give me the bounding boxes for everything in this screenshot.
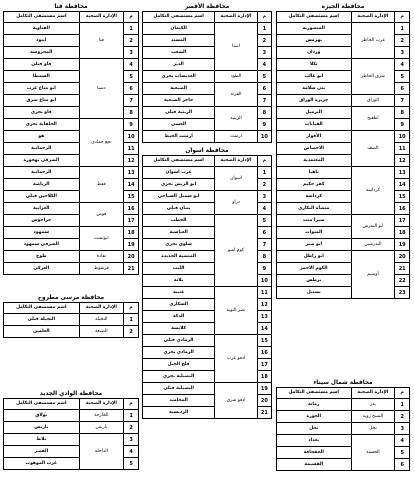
row-number: 9 bbox=[257, 263, 271, 275]
row-number: 2 bbox=[257, 179, 271, 191]
hospital-name: هو bbox=[4, 131, 80, 143]
admin-name: أوسيم bbox=[351, 251, 395, 299]
row-number: 5 bbox=[257, 215, 271, 227]
header-num: م bbox=[395, 388, 410, 399]
hospital-name: الجورة bbox=[277, 411, 352, 423]
admin-name: الزينية bbox=[215, 107, 258, 131]
hospital-name: عنيبة bbox=[143, 287, 215, 299]
row-number: 11 bbox=[124, 143, 139, 155]
row-number: 17 bbox=[124, 215, 139, 227]
admin-name: بدر bbox=[351, 399, 395, 411]
hospital-name: فاو قبلي bbox=[4, 59, 80, 71]
row-number: 20 bbox=[257, 395, 271, 407]
row-number: 3 bbox=[124, 434, 139, 446]
hospital-name: وردان bbox=[277, 47, 352, 59]
header-hospital: اسم مستشفى التكامل bbox=[4, 12, 80, 23]
table-row bbox=[4, 251, 139, 263]
hospital-name: غرب الموهوب bbox=[4, 458, 80, 470]
header-num: م bbox=[395, 12, 410, 23]
table-row bbox=[4, 59, 139, 71]
hospitals-table bbox=[3, 11, 139, 275]
table-row bbox=[143, 335, 272, 347]
hospital-name: ابنود bbox=[4, 35, 80, 47]
hospital-name: الرحمانية bbox=[4, 167, 80, 179]
row-number: 10 bbox=[257, 131, 271, 143]
header-hospital: اسم مستشفى التكامل bbox=[277, 12, 352, 23]
hospital-name: ابو راطل bbox=[277, 251, 352, 263]
hospital-name: بلانة bbox=[143, 275, 215, 287]
gov-giza bbox=[276, 3, 410, 299]
hospital-name: جزيرة الوراق bbox=[277, 95, 352, 107]
row-number: 2 bbox=[124, 326, 139, 338]
row-number: 14 bbox=[124, 179, 139, 191]
table-header-row bbox=[4, 303, 139, 314]
hospital-name: فاو بحري bbox=[4, 107, 80, 119]
row-number: 11 bbox=[395, 143, 410, 155]
gov-northsinai bbox=[276, 379, 410, 471]
row-number: 19 bbox=[395, 239, 410, 251]
hospital-name: نخل bbox=[277, 423, 352, 435]
admin-name: الضبعة bbox=[79, 326, 124, 338]
hospital-name: الشرقي بهجورة bbox=[4, 155, 80, 167]
row-number: 7 bbox=[124, 95, 139, 107]
row-number: 2 bbox=[257, 35, 271, 47]
row-number: 15 bbox=[257, 335, 271, 347]
hospital-name: النجيلة قبلي bbox=[4, 314, 80, 326]
admin-name: ابوتشت bbox=[79, 227, 124, 251]
hospital-name: الاخصاص bbox=[277, 143, 352, 155]
table-row bbox=[4, 422, 139, 434]
admin-name: الصف bbox=[351, 131, 395, 167]
table-row bbox=[4, 167, 139, 179]
hospital-name: العشي bbox=[143, 119, 215, 131]
row-number: 10 bbox=[257, 275, 271, 287]
gov-luxor bbox=[142, 3, 272, 143]
header-num: م bbox=[124, 303, 139, 314]
table-row bbox=[277, 95, 410, 107]
table-row bbox=[143, 71, 272, 83]
header-hospital: اسم مستشفى التكامل bbox=[143, 156, 215, 167]
gov-matrouh bbox=[3, 294, 139, 338]
hospital-name: البصيلية بحري bbox=[143, 371, 215, 383]
row-number: 13 bbox=[257, 311, 271, 323]
table-row bbox=[277, 239, 410, 251]
hospital-name: غرب اسوان bbox=[143, 167, 215, 179]
hospital-name: الرياضة bbox=[4, 179, 80, 191]
row-number: 12 bbox=[395, 155, 410, 167]
table-row bbox=[4, 119, 139, 131]
hospital-name: المحروسة bbox=[4, 47, 80, 59]
hospital-name: الدير bbox=[143, 59, 215, 71]
row-number: 23 bbox=[395, 287, 410, 299]
table-row bbox=[277, 411, 410, 423]
row-number: 15 bbox=[395, 191, 410, 203]
table-header-row bbox=[143, 12, 272, 23]
admin-name: دراو bbox=[215, 191, 258, 215]
admin-name: نصر النوبة bbox=[215, 287, 258, 335]
table-row bbox=[143, 23, 272, 35]
header-num: م bbox=[257, 156, 271, 167]
row-number: 14 bbox=[257, 323, 271, 335]
header-admin: الإدارة الصحية bbox=[351, 12, 395, 23]
hospital-name: الحلفاية بحري bbox=[4, 119, 80, 131]
table-row bbox=[143, 131, 272, 143]
row-number: 4 bbox=[124, 446, 139, 458]
header-num: م bbox=[257, 12, 271, 23]
gov-aswan bbox=[142, 147, 272, 419]
table-row bbox=[277, 215, 410, 227]
admin-name: فرشوط bbox=[79, 263, 124, 275]
table-row bbox=[4, 326, 139, 338]
admin-name: قوص bbox=[79, 203, 124, 227]
table-row bbox=[277, 399, 410, 411]
table-row bbox=[277, 167, 410, 179]
hospitals-table bbox=[3, 398, 139, 470]
row-number: 16 bbox=[124, 203, 139, 215]
governorate-title: محافظة الأقصر bbox=[184, 4, 230, 10]
hospital-name: فلج الجبل bbox=[143, 359, 215, 371]
hospital-name: الشرقي سمهود bbox=[4, 239, 80, 251]
table-row bbox=[277, 423, 410, 435]
table-row bbox=[277, 107, 410, 119]
admin-name: نجع حمادي bbox=[79, 119, 124, 167]
table-row bbox=[4, 263, 139, 275]
table-row bbox=[143, 287, 272, 299]
row-number: 1 bbox=[124, 23, 139, 35]
gov-newvalley bbox=[3, 390, 139, 470]
hospital-name: بولاق bbox=[4, 410, 80, 422]
row-number: 16 bbox=[395, 203, 410, 215]
admin-name: نقادة bbox=[79, 251, 124, 263]
hospital-name: برطس bbox=[277, 275, 352, 287]
row-number: 8 bbox=[257, 251, 271, 263]
table-header-row bbox=[4, 399, 139, 410]
hospital-name: الليث bbox=[143, 263, 215, 275]
row-number: 3 bbox=[395, 423, 410, 435]
table-row bbox=[4, 314, 139, 326]
hospital-name: الرمادي بحري bbox=[143, 347, 215, 359]
row-number: 14 bbox=[395, 179, 410, 191]
hospital-name: العلمين bbox=[4, 326, 80, 338]
hospital-name: جراجوس bbox=[4, 215, 80, 227]
row-number: 9 bbox=[395, 119, 410, 131]
hospital-name: الكلاحين قبلي bbox=[4, 191, 80, 203]
admin-name: قفط bbox=[79, 167, 124, 203]
table-row bbox=[4, 23, 139, 35]
hospital-name: العركي bbox=[4, 263, 80, 275]
hospital-name: بني سلامة bbox=[277, 83, 352, 95]
hospitals-table bbox=[142, 11, 272, 143]
header-num: م bbox=[124, 399, 139, 410]
hospital-name: كلابشة bbox=[143, 323, 215, 335]
admin-name: كرداسة bbox=[351, 167, 395, 215]
table-header-row bbox=[277, 388, 410, 399]
governorate-title: محافظة اسوان bbox=[185, 148, 229, 154]
header-hospital: اسم مستشفى التكامل bbox=[4, 399, 80, 410]
admin-name: الوراق bbox=[351, 95, 395, 107]
hospital-name: ناهيا bbox=[277, 167, 352, 179]
admin-name: غرب الحاظر bbox=[351, 23, 395, 59]
admin-name: اسوان bbox=[215, 167, 258, 191]
admin-name: دشنا bbox=[79, 59, 124, 119]
row-number: 19 bbox=[257, 383, 271, 395]
table-row bbox=[143, 107, 272, 119]
hospital-name: كفر حكيم bbox=[277, 179, 352, 191]
row-number: 15 bbox=[124, 191, 139, 203]
hospitals-table bbox=[3, 302, 139, 338]
header-admin: الإدارة الصحية bbox=[215, 12, 258, 23]
hospital-name: طوخ bbox=[4, 251, 80, 263]
hospital-name: القناوية bbox=[4, 23, 80, 35]
header-num: م bbox=[124, 12, 139, 23]
table-row bbox=[143, 167, 272, 179]
row-number: 8 bbox=[257, 107, 271, 119]
hospital-name: السمطا bbox=[4, 71, 80, 83]
gov-qena bbox=[3, 3, 139, 275]
row-number: 11 bbox=[257, 287, 271, 299]
admin-name: اسنا bbox=[215, 23, 258, 71]
hospital-name: العباسية bbox=[143, 227, 215, 239]
row-number: 20 bbox=[395, 251, 410, 263]
row-number: 3 bbox=[257, 47, 271, 59]
hospital-name: الرمادي قبلي bbox=[143, 335, 215, 347]
admin-name: قنا bbox=[79, 23, 124, 59]
table-row bbox=[143, 191, 272, 203]
admin-name: نخل bbox=[351, 423, 395, 435]
admin-name: القرنة bbox=[215, 83, 258, 107]
hospitals-table bbox=[142, 155, 272, 419]
row-number: 6 bbox=[395, 459, 410, 471]
hospital-name: الرديسية bbox=[143, 407, 215, 419]
hospital-name: المعتمدية bbox=[277, 155, 352, 167]
table-row bbox=[143, 215, 272, 227]
hospitals-table bbox=[276, 11, 410, 299]
row-number: 5 bbox=[124, 458, 139, 470]
hospital-name: شبرا منت bbox=[277, 215, 352, 227]
governorate-title: محافظة مرسى مطروح bbox=[37, 295, 105, 301]
admin-name: النجيلة bbox=[79, 314, 124, 326]
admin-name: الخارجة bbox=[79, 410, 124, 422]
row-number: 9 bbox=[124, 119, 139, 131]
hospital-name: ابو مناع غرب bbox=[4, 83, 80, 95]
row-number: 1 bbox=[124, 314, 139, 326]
admin-name: كوم امبو bbox=[215, 215, 258, 287]
hospital-name: القصر bbox=[4, 446, 80, 458]
hospital-name: المنوات bbox=[277, 227, 352, 239]
row-number: 2 bbox=[124, 422, 139, 434]
hospital-name: كرداسة bbox=[277, 191, 352, 203]
row-number: 12 bbox=[257, 299, 271, 311]
row-number: 4 bbox=[124, 59, 139, 71]
hospital-name: ابو سمبل السياحي bbox=[143, 191, 215, 203]
row-number: 1 bbox=[257, 167, 271, 179]
table-row bbox=[4, 203, 139, 215]
table-header-row bbox=[143, 156, 272, 167]
row-number: 4 bbox=[257, 203, 271, 215]
header-hospital: اسم مستشفى التكامل bbox=[4, 303, 80, 314]
row-number: 16 bbox=[257, 347, 271, 359]
hospital-name: القسيمة bbox=[277, 459, 352, 471]
table-header-row bbox=[277, 12, 410, 23]
hospital-name: الخطب bbox=[143, 215, 215, 227]
table-row bbox=[4, 227, 139, 239]
hospital-name: رمانة bbox=[277, 399, 352, 411]
row-number: 19 bbox=[124, 239, 139, 251]
admin-name: الداخلة bbox=[79, 434, 124, 470]
row-number: 10 bbox=[124, 131, 139, 143]
header-hospital: اسم مستشفى التكامل bbox=[277, 388, 352, 399]
hospital-name: الزينية قبلي bbox=[143, 107, 215, 119]
admin-name: اطفيح bbox=[351, 107, 395, 131]
hospital-name: سمهود bbox=[4, 227, 80, 239]
table-row bbox=[4, 434, 139, 446]
hospital-name: ارمنت الحيط bbox=[143, 131, 215, 143]
header-admin: الإدارة الصحية bbox=[79, 399, 124, 410]
row-number: 17 bbox=[395, 215, 410, 227]
table-row bbox=[277, 59, 410, 71]
hospital-name: البرمبل bbox=[277, 107, 352, 119]
hospital-name: الشغب bbox=[143, 47, 215, 59]
row-number: 2 bbox=[395, 35, 410, 47]
row-number: 7 bbox=[395, 95, 410, 107]
row-number: 6 bbox=[395, 83, 410, 95]
admin-name: الطود bbox=[215, 71, 258, 83]
row-number: 8 bbox=[124, 107, 139, 119]
row-number: 2 bbox=[124, 35, 139, 47]
row-number: 4 bbox=[395, 59, 410, 71]
hospital-name: ابو الريش بحري bbox=[143, 179, 215, 191]
admin-name: البدرشين bbox=[351, 239, 395, 251]
row-number: 6 bbox=[257, 227, 271, 239]
row-number: 5 bbox=[124, 71, 139, 83]
admin-name: ابو النمرس bbox=[351, 215, 395, 239]
hospital-name: باريس bbox=[4, 422, 80, 434]
hospital-name: ابو غالب bbox=[277, 71, 352, 83]
row-number: 3 bbox=[257, 191, 271, 203]
hospital-name: السكاري bbox=[143, 299, 215, 311]
header-admin: الإدارة الصحية bbox=[79, 12, 124, 23]
hospital-name: المنشية الجديدة bbox=[143, 251, 215, 263]
header-admin: الإدارة الصحية bbox=[351, 388, 395, 399]
hospital-name: البصيلية قبلي bbox=[143, 383, 215, 395]
row-number: 6 bbox=[257, 83, 271, 95]
row-number: 17 bbox=[257, 359, 271, 371]
hospital-name: العديسات بحري bbox=[143, 71, 215, 83]
table-row bbox=[277, 251, 410, 263]
row-number: 12 bbox=[124, 155, 139, 167]
hospital-name: بلاط bbox=[4, 434, 80, 446]
hospital-name: ابو مناع شرق bbox=[4, 95, 80, 107]
hospital-name: العزابية bbox=[4, 203, 80, 215]
hospital-name: الكوم الاحمر bbox=[277, 263, 352, 275]
table-row bbox=[143, 83, 272, 95]
hospital-name: الدكة bbox=[143, 311, 215, 323]
row-number: 10 bbox=[395, 131, 410, 143]
hospital-name: الأقواز bbox=[277, 131, 352, 143]
hospital-name: المحاميد bbox=[143, 395, 215, 407]
governorate-title: محافظة قنا bbox=[54, 4, 88, 10]
hospitals-table bbox=[276, 387, 410, 471]
governorate-title: محافظة الجيزة bbox=[321, 4, 365, 10]
table-row bbox=[277, 131, 410, 143]
row-number: 4 bbox=[395, 435, 410, 447]
row-number: 4 bbox=[257, 59, 271, 71]
header-hospital: اسم مستشفى التكامل bbox=[143, 12, 215, 23]
row-number: 1 bbox=[257, 23, 271, 35]
row-number: 3 bbox=[124, 47, 139, 59]
row-number: 1 bbox=[395, 23, 410, 35]
table-row bbox=[143, 383, 272, 395]
row-number: 5 bbox=[395, 447, 410, 459]
hospital-name: نكلا bbox=[277, 59, 352, 71]
row-number: 13 bbox=[124, 167, 139, 179]
hospital-name: ابو صير bbox=[277, 239, 352, 251]
row-number: 5 bbox=[395, 71, 410, 83]
row-number: 8 bbox=[395, 107, 410, 119]
hospital-name: الرحمانية bbox=[4, 143, 80, 155]
row-number: 7 bbox=[257, 95, 271, 107]
governorate-title: محافظة الوادي الجديد bbox=[39, 391, 103, 397]
hospital-name: القبابات bbox=[277, 119, 352, 131]
hospital-name: المسند bbox=[143, 35, 215, 47]
governorate-title: محافظة شمال سيناء bbox=[313, 380, 373, 386]
row-number: 1 bbox=[124, 410, 139, 422]
row-number: 9 bbox=[257, 119, 271, 131]
header-admin: الإدارة الصحية bbox=[79, 303, 124, 314]
row-number: 18 bbox=[124, 227, 139, 239]
row-number: 18 bbox=[257, 371, 271, 383]
admin-name: شرق الحاظر bbox=[351, 59, 395, 95]
admin-name: الحسنة bbox=[351, 435, 395, 471]
hospital-name: منشأة البكاري bbox=[277, 203, 352, 215]
header-admin: الإدارة الصحية bbox=[215, 156, 258, 167]
row-number: 7 bbox=[257, 239, 271, 251]
row-number: 22 bbox=[395, 275, 410, 287]
row-number: 2 bbox=[395, 411, 410, 423]
row-number: 21 bbox=[124, 263, 139, 275]
row-number: 3 bbox=[395, 47, 410, 59]
row-number: 5 bbox=[257, 71, 271, 83]
hospital-name: بهرمس bbox=[277, 35, 352, 47]
hospital-name: الجفجافة bbox=[277, 447, 352, 459]
hospital-name: سلوي بحري bbox=[143, 239, 215, 251]
admin-name: ادفو شرق bbox=[215, 383, 258, 419]
hospital-name: الكيمان bbox=[143, 23, 215, 35]
hospital-name: حاجر الضبعية bbox=[143, 95, 215, 107]
row-number: 1 bbox=[395, 399, 410, 411]
row-number: 20 bbox=[124, 251, 139, 263]
table-row bbox=[277, 435, 410, 447]
row-number: 21 bbox=[395, 263, 410, 275]
table-row bbox=[4, 410, 139, 422]
hospital-name: بغداد bbox=[277, 435, 352, 447]
hospital-name: الضبعية bbox=[143, 83, 215, 95]
hospital-name: المنصورية bbox=[277, 23, 352, 35]
table-header-row bbox=[4, 12, 139, 23]
admin-name: ارمنت bbox=[215, 131, 258, 143]
row-number: 13 bbox=[395, 167, 410, 179]
row-number: 21 bbox=[257, 407, 271, 419]
admin-name: ادفو غرب bbox=[215, 335, 258, 383]
admin-name: الشيخ زويد bbox=[351, 411, 395, 423]
table-row bbox=[277, 23, 410, 35]
row-number: 6 bbox=[124, 83, 139, 95]
row-number: 18 bbox=[395, 227, 410, 239]
admin-name: باريس bbox=[79, 422, 124, 434]
hospital-name: بشتيل bbox=[277, 287, 352, 299]
hospital-name: بنبان قبلي bbox=[143, 203, 215, 215]
